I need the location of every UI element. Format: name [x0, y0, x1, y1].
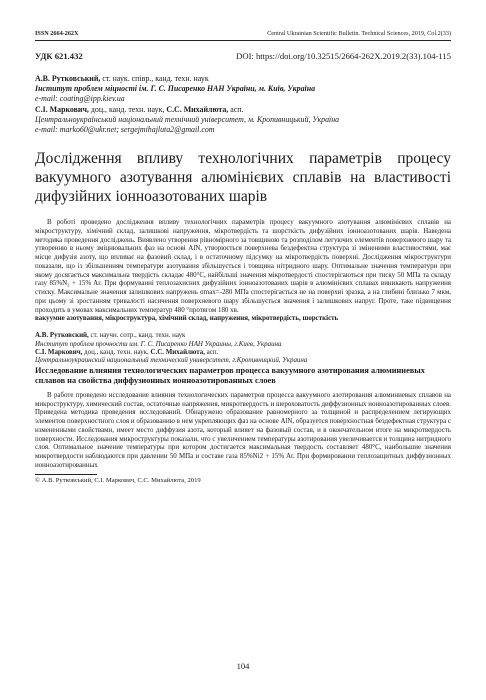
authors-ua: [35, 74, 451, 135]
footnote-rule: [35, 474, 97, 475]
copyright-footnote: © А.В. Рутковський, С.І. Маркович, С.С. Михайлюта, 2019: [35, 476, 201, 484]
keywords-ua: вакуумне азотування, мікроструктура, хімічний склад, напруження, мікротвердість, шорсткість: [35, 314, 339, 323]
journal-name: Central Ukrainian Scientific Bulletin. Technical Sciences, 2019, Col.2(33): [267, 30, 451, 37]
udk-code: УДК 621.432: [35, 51, 83, 61]
abstract-text: В роботі проведено дослідження впливу технологічних параметрів процесу вакуумного азотування алюмінієвих сплавів на мікроструктуру, хімічний склад, залишкові напруження, мікротвердість та шорсткість дифузійних іонноазотованих шарів. Наведена методика проведення досліджень. Виявлено утворення рівномірного за товщиною та розподілом легуючих елементів поверхневого шару та утворенню в ньому зміцнювальних фаз на основі AlN, утворюється поверхнева бездефектна структура зі зміненими властивостями, має місце дифузія азоту, що впливає на фазовий склад, і в остаточному підсумку на мікротвердість поверхні. Дослідження мікроструктури показали, що із збільшенням температури азотування збільшується і товщина нітридного шару. Оптимальне значення температури при якому досягається максимальна твердість складає 480°С, найбільші значення мікротвердості спостерігаються при тиску 50 МПа та складу газу 85%N₂ + 15% Ar. При формуванні теплозахисних дифузійних іонноазотованих шарів в алюмінієвих сплавах виникають напруження стиску. Максимальне значення залишкових напружень σmax=-280 МПа спостерігається не на поверхні зразка, а на глибині близько 7 мкм, при цьому зі зростанням тривалості насичення поверхневого шару збільшується значення і залишкових напруг. Проте, таке підвищення проходить в умовах максимальних температур 480 °протягом 180 хв.: [35, 218, 451, 314]
journal-page: [35, 30, 451, 485]
author-name: С.С. Михайлюта,: [150, 348, 205, 357]
abstract-ua: [35, 218, 451, 314]
author-email: e-mail: coating@ipp.kiev.ua: [35, 94, 125, 104]
author-institution: Центральноукраинский национальный технический университет, г.Кропивницкий, Украина: [35, 356, 308, 365]
author-line-1: [35, 331, 451, 339]
header-rule: [35, 40, 451, 41]
article-title-ua: Дослідження впливу технологічних параметрів процесу вакуумного азотування алюмінієвих сплавів на властивості дифузійних іонноазотованих шарів: [35, 150, 451, 206]
udk-doi-row: [35, 51, 451, 62]
author-line-1: [35, 74, 451, 84]
author-rank: доц., канд. техн. наук,: [88, 104, 167, 114]
author-rank: доц., канд. техн. наук,: [82, 348, 151, 357]
author-line-2: [35, 348, 451, 356]
author-rank: ст. научн. сотр., канд. техн. наук: [88, 331, 186, 340]
abstract-text: В работе проведено исследование влияния технологических параметров процесса вакуумного азотирования алюминиевых сплавов на микроструктуру, химический состав, остаточные напряжения, микротвердость и шероховатость диффузионных ионноазотированных слоев. Приведена методика проведения исследований. Обнаружено образование равномерного за толщиной и распределением легирующих элементов поверхностного слоя и образованию в нем укрепляющих фаз на основе AlN, образуется поверхностная бездефектная структура с измененными свойствами, имеет место диффузия азота, который влияет на фазовый состав, и в окончательном итоге на микротвердость поверхности. Исследования микроструктуры показали, что с увеличением температуры азотирования увеличивается и толщина нитридного слоя. Оптимальное значение температуры при котором достигается максимальная твердость составляет 480°С, наибольшие значения микротвердости наблюдаются при давлении 50 МПа и составе газа 85%Ni2 + 15% Ar. При формировании теплозащитных диффузионных ионноазотированных: [35, 390, 451, 469]
abstract-ru: [35, 391, 451, 470]
page-number: 104: [236, 661, 250, 671]
author-name: А.В. Рутковський,: [35, 74, 101, 83]
author-institution: Центральноукраїнський національний технічний університет, м. Кропивницький, Україна: [35, 114, 340, 124]
author-line-2: [35, 105, 451, 115]
author-email: e-mail: marko60@ukr.net; sergejmihajluta2@gmail.com: [35, 125, 215, 135]
authors-ru: [35, 331, 451, 365]
author-name: С.І. Маркович,: [35, 104, 89, 114]
running-header: [35, 30, 451, 38]
author-name: С.І. Маркович,: [35, 348, 83, 357]
author-institution: Інститут проблем міцності ім. Г. С. Писаренко НАН України, м. Київ, Україна: [35, 84, 316, 94]
author-institution: Институт проблем прочности им. Г. С. Писаренко НАН Украины, г.Киев, Украина: [35, 339, 282, 348]
issn: ISSN 2664-262X: [35, 30, 79, 37]
author-name: С.С. Михайлюта,: [166, 104, 229, 114]
doi: DOI: https://doi.org/10.32515/2664-262X.2019.2(33).104-115: [236, 51, 451, 61]
author-name: А.В. Рутковский,: [35, 331, 89, 340]
author-rank: асп.: [204, 348, 219, 357]
author-rank: асп.: [228, 104, 244, 114]
article-title-ru: Исследование влияния технологических параметров процесса вакуумного азотирования алюминиевых сплавов на свойства диффузионных ионноазотированных слоев: [35, 365, 425, 385]
author-rank: ст. наук. співр., канд. техн. наук: [100, 74, 209, 83]
